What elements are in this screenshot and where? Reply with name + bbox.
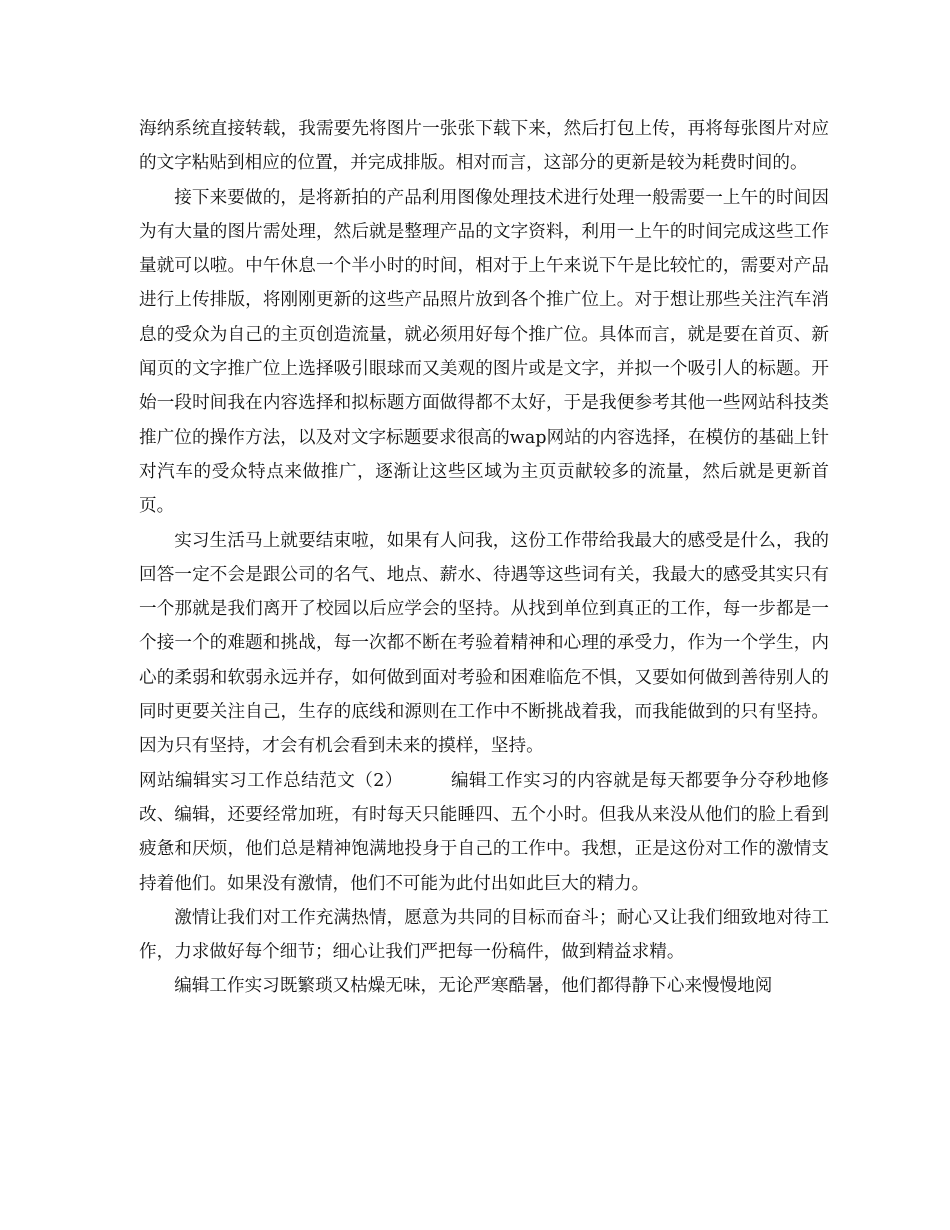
paragraph-6: 编辑工作实习既繁琐又枯燥无味，无论严寒酷暑，他们都得静下心来慢慢地阅 [174, 976, 773, 997]
paragraph-3: 实习生活马上就要结束啦，如果有人问我，这份工作带给我最大的感受是什么，我的回答一定不会是跟公司的名气、地点、薪水、待遇等这些词有关，我最大的感受其实只有一个那就是我们离开了校园以后应学会的坚持。从找到单位到真正的工作，每一步都是一个接一个的难题和挑战，每一次都不断在考验着精神和心理的承受力，作为一个学生，内心的柔弱和软弱永远并存，如何做到面对考验和困难临危不惧，又要如何做到善待别人的同时更要关注自己，生存的底线和源则在工作中不断挑战着我，而我能做到的只有坚持。因为只有坚持，才会有机会看到未来的摸样，坚持。 [139, 530, 829, 757]
section-heading: 网站编辑实习工作总结范文（2） [139, 770, 403, 791]
paragraph-4 [139, 764, 829, 901]
paragraph-2: 接下来要做的，是将新拍的产品利用图像处理技术进行处理一般需要一上午的时间因为有大量的图片需处理，然后就是整理产品的文字资料，利用一上午的时间完成这些工作量就可以啦。中午休息一个半小时的时间，相对于上午来说下午是比较忙的，需要对产品进行上传排版，将刚刚更新的这些产品照片放到各个推广位上。对于想让那些关注汽车消息的受众为自己的主页创造流量，就必须用好每个推广位。具体而言，就是要在首页、新闻页的文字推广位上选择吸引眼球而又美观的图片或是文字，并拟一个吸引人的标题。开始一段时间我在内容选择和拟标题方面做得都不太好，于是我便参考其他一些网站科技类推广位的操作方法，以及对文字标题要求很高的wap网站的内容选择，在模仿的基础上针对汽车的受众特点来做推广，逐渐让这些区域为主页贡献较多的流量，然后就是更新首页。 [139, 187, 829, 517]
paragraph-5: 激情让我们对工作充满热情，愿意为共同的目标而奋斗；耐心又让我们细致地对待工作，力求做好每个细节；细心让我们严把每一份稿件，做到精益求精。 [139, 907, 829, 963]
paragraph-4-text: 编辑工作实习的内容就是每天都要争分夺秒地修改、编辑，还要经常加班，有时每天只能睡四、五个小时。但我从来没从他们的脸上看到疲惫和厌烦，他们总是精神饱满地投身于自己的工作中。我想，正是这份对工作的激情支持着他们。如果没有激情，他们不可能为此付出如此巨大的精力。 [139, 770, 829, 894]
document-body [139, 112, 829, 1004]
heading-gap [403, 771, 451, 791]
paragraph-1: 海纳系统直接转载，我需要先将图片一张张下载下来，然后打包上传，再将每张图片对应的文字粘贴到相应的位置，并完成排版。相对而言，这部分的更新是较为耗费时间的。 [139, 119, 829, 174]
